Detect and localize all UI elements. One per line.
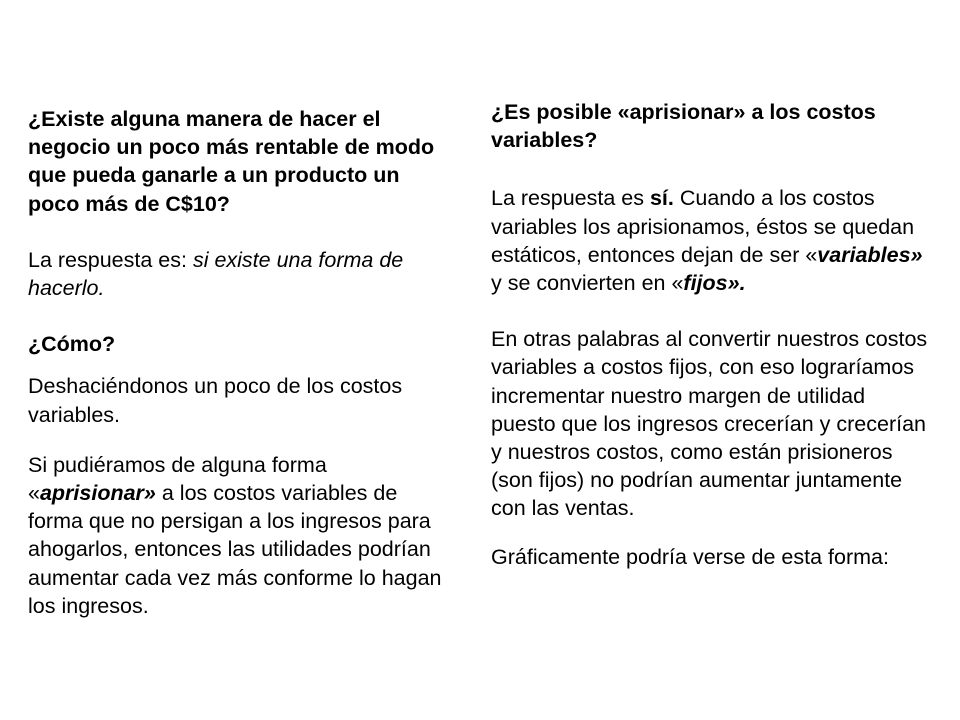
right-answer-mid2: y se convierten en « [491,271,684,296]
fijos-emphasis: fijos». [683,271,746,296]
left-answer-italic: si existe una forma de hacerlo. [28,247,404,301]
left-column [28,105,453,620]
other-words-paragraph: En otras palabras al convertir nuestros costos variables a costos fijos, con eso lograríamos incrementar nuestro margen de utilidad puesto que los ingresos crecerían y crecerían y nuestros costos, como están prisioneros (son fijos) no podrían aumentar juntamente con las ventas. [491,327,928,521]
left-answer [28,246,453,302]
left-answer-prefix: La respuesta es: [28,247,193,272]
aprisionar-emphasis: aprisionar» [39,481,156,506]
right-answer [491,184,931,297]
right-answer-mid: Cuando a los costos variables los aprisionamos, éstos se quedan estáticos, entonces dejan de ser « [491,186,915,267]
left-question: ¿Existe alguna manera de hacer el negocio un poco más rentable de modo que pueda ganarle a un producto un poco más de C$10? [28,107,435,216]
graphic-text: Gráficamente podría verse de esta forma: [491,544,889,569]
right-answer-prefix: La respuesta es [491,186,650,211]
left-if-paragraph [28,451,453,620]
variables-emphasis: variables» [817,242,923,267]
left-if-suffix: a los costos variables de forma que no persigan a los ingresos para ahogarlos, entonces las utilidades podrían aumentar cada vez más conforme lo hagan los ingresos. [28,481,442,618]
how-text: Deshaciéndonos un poco de los costos variables. [28,374,403,427]
right-column [491,98,931,571]
right-question: ¿Es posible «aprisionar» a los costos variables? [491,100,876,153]
how-heading: ¿Cómo? [28,332,116,357]
left-if-prefix: Si pudiéramos de alguna forma « [28,452,327,506]
si-bold: sí. [649,186,674,211]
